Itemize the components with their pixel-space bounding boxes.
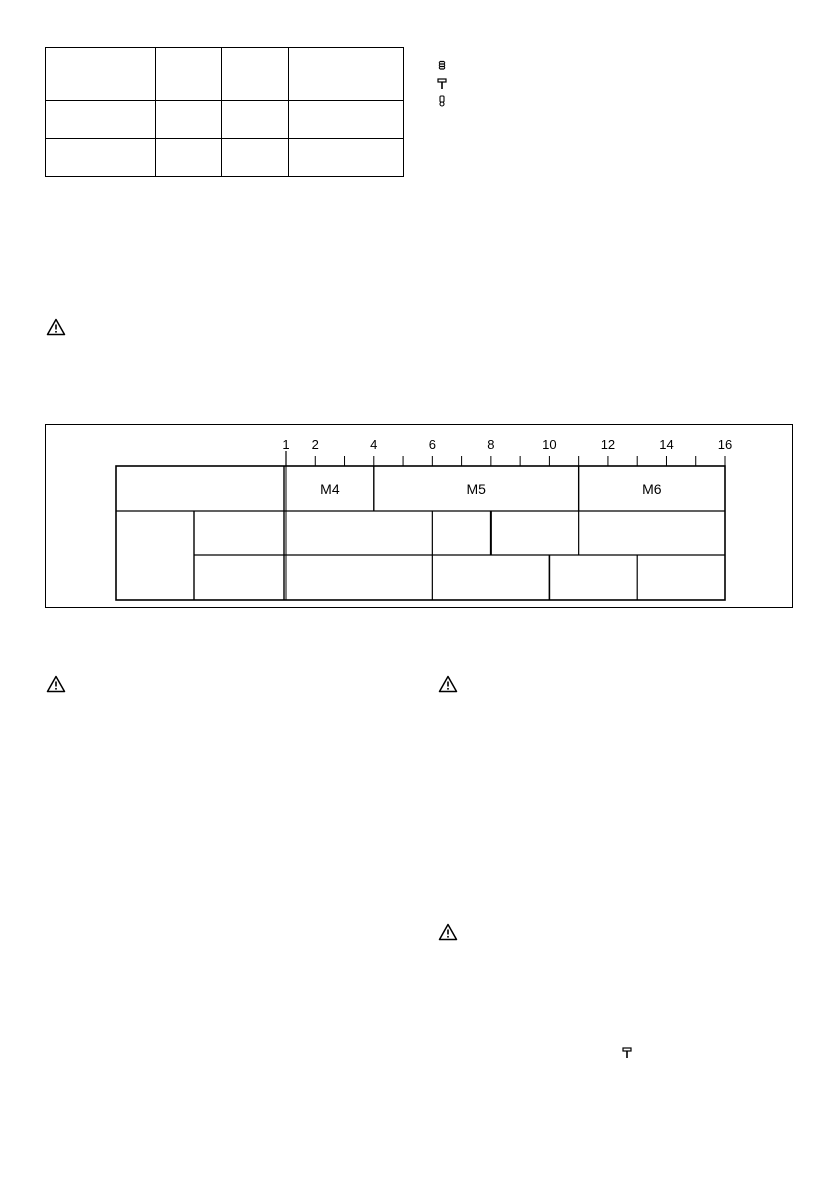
- thread-size-label: M6: [642, 481, 662, 497]
- warning-triangle-icon: [46, 675, 66, 693]
- scale-tick-label: 6: [428, 437, 436, 452]
- scale-tick-label: 14: [659, 437, 674, 452]
- table-cell: [289, 139, 404, 177]
- scale-tick-label: 2: [311, 437, 319, 452]
- table-cell: [46, 101, 156, 139]
- scale-tick-label: 10: [542, 437, 557, 452]
- table-cell: [156, 48, 222, 101]
- figure-grid: [46, 425, 794, 609]
- screw-icon: [622, 1047, 632, 1059]
- scale-tick-label: 16: [717, 437, 733, 452]
- scale-tick-label: 8: [487, 437, 495, 452]
- table-cell: [46, 139, 156, 177]
- figure-table-border: [116, 466, 725, 600]
- thread-size-label: M4: [320, 481, 340, 497]
- table-row: [46, 48, 404, 101]
- scale-tick-label: 1: [282, 437, 290, 452]
- table-row: [46, 101, 404, 139]
- table-cell: [289, 101, 404, 139]
- thread-size-label: M5: [466, 481, 486, 497]
- bolt-icon: [437, 95, 447, 107]
- table-cell: [289, 48, 404, 101]
- warning-triangle-icon: [46, 318, 66, 336]
- table-cell: [222, 139, 289, 177]
- screw-icon: [437, 78, 447, 90]
- scale-tick-label: 4: [370, 437, 378, 452]
- table-cell: [156, 101, 222, 139]
- table-cell: [222, 101, 289, 139]
- specification-table: [45, 47, 404, 177]
- table-row: [46, 139, 404, 177]
- thread-size-figure: [45, 424, 793, 608]
- coil-spring-icon: [437, 60, 447, 72]
- table-cell: [222, 48, 289, 101]
- warning-triangle-icon: [438, 923, 458, 941]
- scale-tick-label: 12: [600, 437, 616, 452]
- table-cell: [156, 139, 222, 177]
- table-cell: [46, 48, 156, 101]
- warning-triangle-icon: [438, 675, 458, 693]
